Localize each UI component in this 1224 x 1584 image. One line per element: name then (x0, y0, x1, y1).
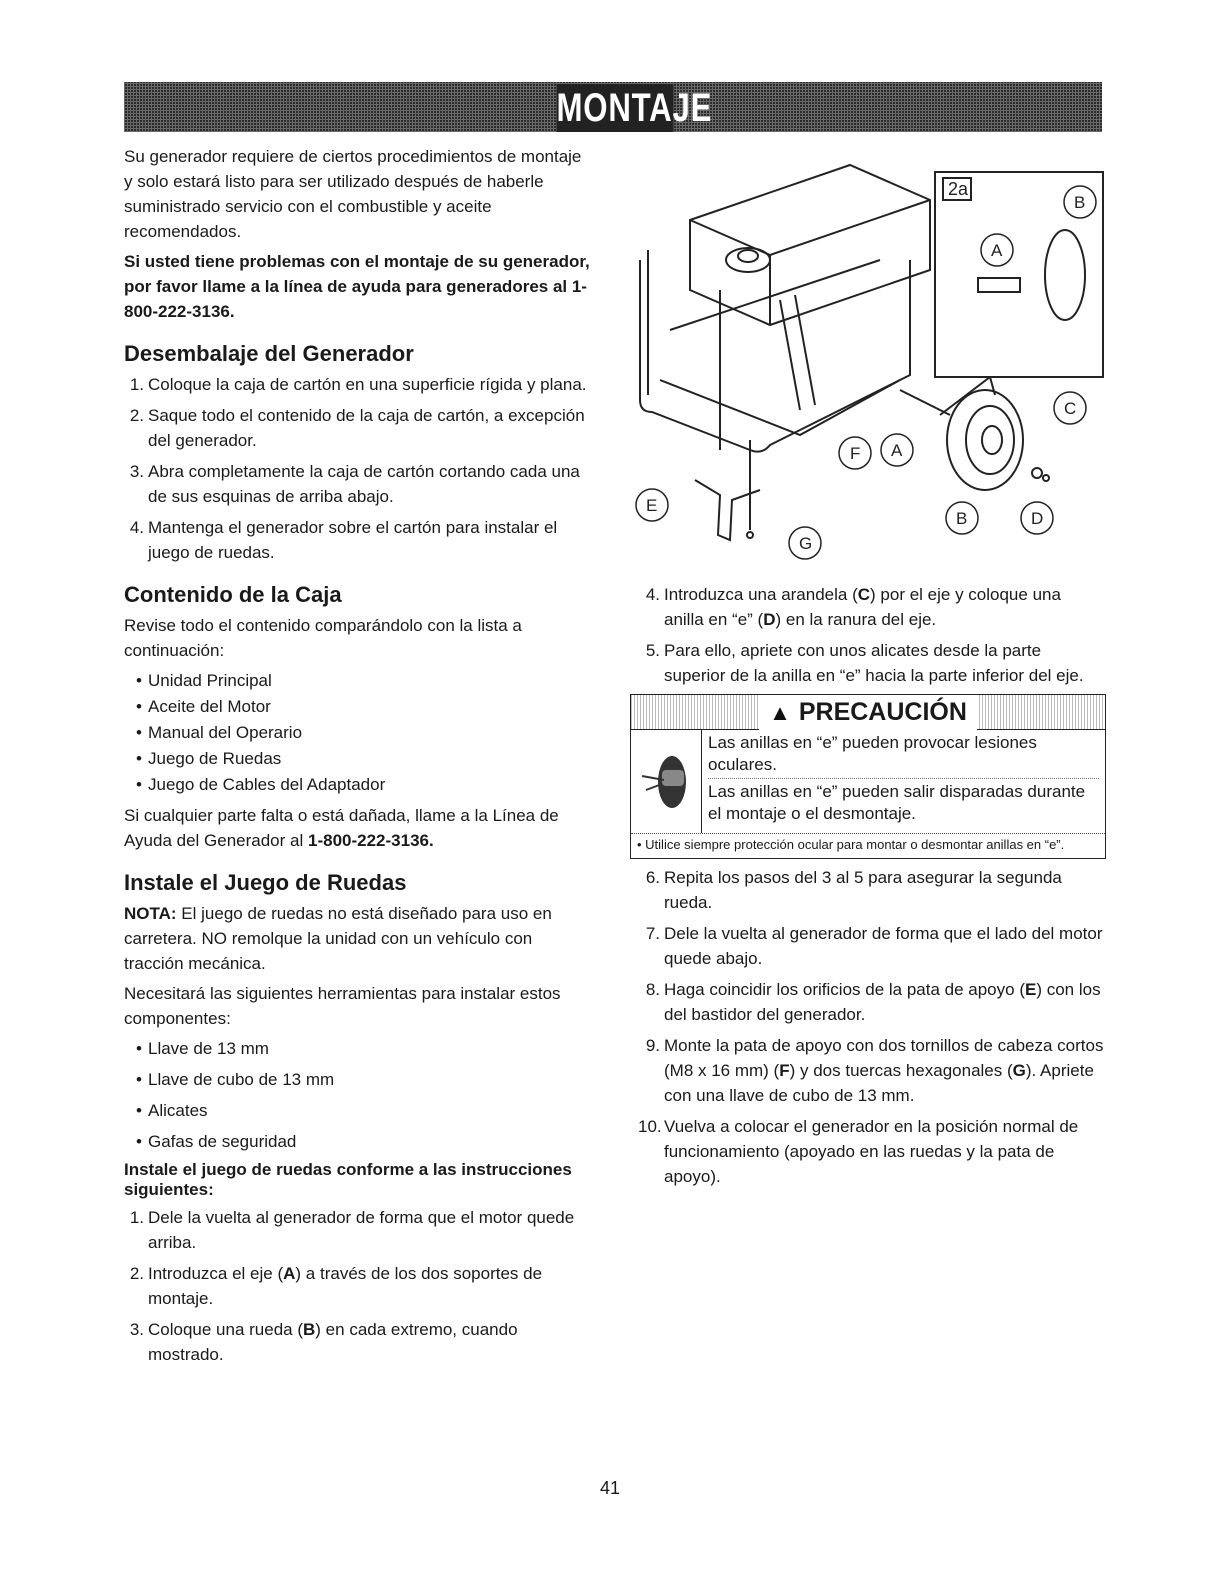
callout-d (1021, 502, 1053, 534)
list-item: • Llave de cubo de 13 mm (124, 1067, 592, 1092)
generator-drawing (640, 165, 1103, 540)
tools-intro: Necesitará las siguientes herramientas para instalar estos componentes: (124, 984, 561, 1028)
list-item: • Alicates (124, 1098, 592, 1123)
callout-a (881, 434, 913, 466)
svg-text:C: C (1064, 399, 1077, 418)
unpack-steps (124, 372, 592, 565)
list-item: 5. Para ello, apriete con unos alicates desde la parte superior de la anilla en “e” hacia la parte inferior del eje. (645, 641, 1084, 685)
wheel-steps-right-b (638, 865, 1104, 1189)
tools-list (124, 1036, 592, 1154)
wheels-heading: Instale el Juego de Ruedas (124, 870, 407, 895)
wheel-steps-left (124, 1205, 592, 1367)
callout-b (946, 502, 978, 534)
caution-footnote: • Utilice siempre protección ocular para montar o desmontar anillas en “e”. (637, 837, 1065, 852)
assembly-figure (600, 150, 1110, 570)
list-item: 1. Dele la vuelta al generador de forma que el motor quede arriba. (129, 1208, 575, 1252)
page-title: MONTAJE (556, 86, 713, 130)
list-item: • Aceite del Motor (124, 694, 592, 719)
list-item: • Manual del Operario (124, 720, 592, 745)
list-item: 4. Introduzca una arandela (C) por el eje y coloque una anilla en “e” (D) en la ranura del eje. (645, 585, 1061, 629)
svg-text:D: D (1031, 509, 1044, 528)
unpack-heading: Desembalaje del Generador (124, 341, 414, 366)
caution-body (631, 730, 1105, 834)
list-item: 3. Abra completamente la caja de cartón cortando cada una de sus esquinas de arriba abajo. (129, 462, 580, 506)
svg-text:F: F (850, 444, 861, 463)
list-item: • Gafas de seguridad (124, 1129, 592, 1154)
callout-a-inset (981, 234, 1013, 266)
caution-title: PRECAUCIÓN (798, 698, 967, 726)
svg-text:E: E (646, 496, 658, 515)
callout-f (839, 437, 871, 469)
inset-label: 2a (948, 179, 969, 199)
list-item: 4. Mantenga el generador sobre el cartón para instalar el juego de ruedas. (129, 518, 558, 562)
svg-text:A: A (991, 241, 1003, 260)
caution-box (630, 694, 1106, 859)
caution-line-1: Las anillas en “e” pueden provocar lesiones oculares. (708, 732, 1099, 779)
left-column (124, 144, 592, 1373)
list-item: 3. Coloque una rueda (B) en cada extremo, cuando mostrado. (129, 1320, 518, 1364)
instructions-heading: Instale el juego de ruedas conforme a las instrucciones siguientes: (124, 1160, 572, 1199)
svg-text:A: A (891, 441, 903, 460)
list-item: 1. Coloque la caja de cartón en una superficie rígida y plana. (129, 375, 587, 394)
list-item: 2. Introduzca el eje (A) a través de los dos soportes de montaje. (129, 1264, 543, 1308)
safety-goggles-icon (631, 730, 702, 833)
warning-icon: ▲ (769, 700, 791, 725)
list-item: • Juego de Cables del Adaptador (124, 772, 592, 797)
list-item: 9. Monte la pata de apoyo con dos tornillos de cabeza cortos (M8 x 16 mm) (F) y dos tuercas hexagonales (G). Apriete con una llave de cubo de 13 mm. (645, 1036, 1104, 1105)
list-item: 10. Vuelva a colocar el generador en la posición normal de funcionamiento (apoyado en las ruedas y la pata de apoyo). (638, 1117, 1079, 1186)
wheels-note: NOTA: El juego de ruedas no está diseñado para uso en carretera. NO remolque la unidad con un vehículo con tracción mecánica. (124, 904, 552, 973)
wheel-steps-right-a (638, 582, 1104, 688)
svg-text:G: G (799, 534, 813, 553)
callout-e (636, 489, 668, 521)
list-item: • Llave de 13 mm (124, 1036, 592, 1061)
list-item: 2. Saque todo el contenido de la caja de cartón, a excepción del generador. (129, 406, 585, 450)
helpline-phone: 1-800-222-3136. (308, 831, 434, 850)
callout-c (1054, 392, 1086, 424)
list-item: • Juego de Ruedas (124, 746, 592, 771)
missing-parts-text: Si cualquier parte falta o está dañada, llame a la Línea de Ayuda del Generador al 1-800-222-3136. (124, 806, 559, 850)
list-item: 8. Haga coincidir los orificios de la pata de apoyo (E) con los del bastidor del generador. (645, 980, 1101, 1024)
contents-list (124, 668, 592, 797)
list-item: • Unidad Principal (124, 668, 592, 693)
contents-heading: Contenido de la Caja (124, 582, 342, 607)
right-column (638, 582, 1104, 1195)
page-number: 41 (599, 1478, 621, 1498)
callout-b-inset (1064, 186, 1096, 218)
contents-intro: Revise todo el contenido comparándolo con la lista a continuación: (124, 616, 522, 660)
svg-text:B: B (1074, 193, 1086, 212)
callout-g (789, 527, 821, 559)
list-item: 7. Dele la vuelta al generador de forma que el lado del motor quede abajo. (645, 924, 1103, 968)
svg-text:B: B (956, 509, 968, 528)
intro-text: Su generador requiere de ciertos procedimientos de montaje y solo estará listo para ser utilizado después de haberle suministrado servicio con el combustible y aceite recomendados. (124, 147, 582, 241)
list-item: 6. Repita los pasos del 3 al 5 para asegurar la segunda rueda. (645, 868, 1062, 912)
figure-text (948, 179, 969, 199)
caution-header (631, 695, 1105, 730)
caution-line-2: Las anillas en “e” pueden salir disparadas durante el montaje o el desmontaje. (708, 782, 1086, 823)
help-line: Si usted tiene problemas con el montaje de su generador, por favor llame a la línea de ayuda para generadores al 1-800-222-3136. (124, 252, 590, 321)
